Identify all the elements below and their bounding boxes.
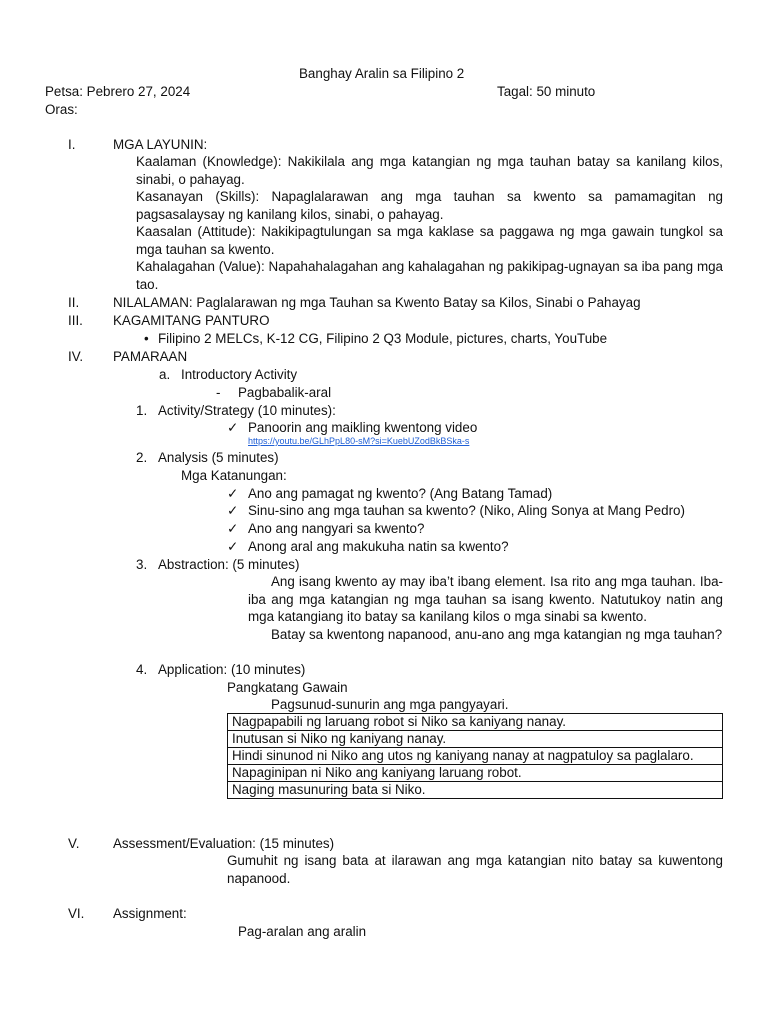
table-cell: Napaginipan ni Niko ang kaniyang laruang robot. xyxy=(228,765,723,782)
section-number-iii: III. xyxy=(68,313,83,328)
section-number-ii: II. xyxy=(68,295,80,310)
table-cell: Inutusan si Niko ng kaniyang nanay. xyxy=(228,731,723,748)
section-number-v: V. xyxy=(68,836,80,851)
section-title-assessment: Assessment/Evaluation: (15 minutes) xyxy=(113,836,335,851)
intro-dash: - xyxy=(216,385,221,400)
table-row xyxy=(228,731,723,748)
question-item: Ano ang pamagat ng kwento? (Ang Batang Tamad) xyxy=(248,486,553,501)
section-title-procedure: PAMARAAN xyxy=(113,349,188,364)
checkmark-icon: ✓ xyxy=(227,539,239,554)
time-label: Oras: xyxy=(45,102,78,117)
date-label: Petsa: Pebrero 27, 2024 xyxy=(45,84,191,99)
step-2-number: 2. xyxy=(136,450,148,465)
events-table xyxy=(227,713,723,799)
materials-list: Filipino 2 MELCs, K-12 CG, Filipino 2 Q3 Module, pictures, charts, YouTube xyxy=(158,331,608,346)
question-item: Anong aral ang makukuha natin sa kwento? xyxy=(248,539,509,554)
checkmark-icon: ✓ xyxy=(227,503,239,518)
step-3-title: Abstraction: (5 minutes) xyxy=(158,557,300,572)
review-label: Pagbabalik-aral xyxy=(238,385,332,400)
duration-label: Tagal: 50 minuto xyxy=(497,84,596,99)
step-1-number: 1. xyxy=(136,403,148,418)
objective-value: Kahalagahan (Value): Napahahalagahan ang kahalagahan ng pakikipag-ugnayan sa iba pang mga tao. xyxy=(136,259,723,292)
objective-skills: Kasanayan (Skills): Napaglalarawan ang mga tauhan sa kwento sa pamamagitan ng pagsasalaysay ng kanilang kilos, sinabi, o pahayag. xyxy=(136,189,723,222)
table-cell: Nagpapabili ng laruang robot si Niko sa kaniyang nanay. xyxy=(228,714,723,731)
step-1-item: Panoorin ang maikling kwentong video xyxy=(248,420,478,435)
document-title: Banghay Aralin sa Filipino 2 xyxy=(299,66,465,81)
group-activity-label: Pangkatang Gawain xyxy=(227,680,348,695)
table-row xyxy=(228,782,723,799)
abstraction-paragraph: Ang isang kwento ay may iba’t ibang element. Isa rito ang mga tauhan. Iba-iba ang mga katangian ng mga tauhan sa isang kwento. Natutukoy natin ang mga katangiang ito batay sa kanilang kilos o mga sinabi sa kwento. xyxy=(248,574,723,625)
table-row xyxy=(228,748,723,765)
question-item: Sinu-sino ang mga tauhan sa kwento? (Niko, Aling Sonya at Mang Pedro) xyxy=(248,503,685,518)
abstraction-question: Batay sa kwentong napanood, anu-ano ang mga katangian ng mga tauhan? xyxy=(271,627,723,642)
section-number-vi: VI. xyxy=(68,906,85,921)
section-title-objectives: MGA LAYUNIN: xyxy=(113,137,208,152)
sequence-instruction: Pagsunud-sunurin ang mga pangyayari. xyxy=(271,697,509,712)
table-row xyxy=(228,765,723,782)
table-cell: Naging masunuring bata si Niko. xyxy=(228,782,723,799)
step-1-title: Activity/Strategy (10 minutes): xyxy=(158,403,336,418)
assignment-text: Pag-aralan ang aralin xyxy=(238,924,367,939)
assessment-text: Gumuhit ng isang bata at ilarawan ang mga katangian nito batay sa kuwentong napanood. xyxy=(227,853,723,886)
table-row xyxy=(228,714,723,731)
bullet-icon: • xyxy=(144,331,149,346)
intro-letter: a. xyxy=(159,367,171,382)
objective-attitude: Kaasalan (Attitude): Nakikipagtulungan sa mga kaklase sa paggawa ng mga gawain tungkol sa mga tauhan sa kwento. xyxy=(136,224,723,257)
section-title-materials: KAGAMITANG PANTURO xyxy=(113,313,270,328)
intro-activity: Introductory Activity xyxy=(181,367,298,382)
questions-label: Mga Katanungan: xyxy=(181,468,287,483)
section-title-assignment: Assignment: xyxy=(113,906,187,921)
table-cell: Hindi sinunod ni Niko ang utos ng kaniyang nanay at nagpatuloy sa paglalaro. xyxy=(228,748,723,765)
checkmark-icon: ✓ xyxy=(227,486,239,501)
objective-knowledge: Kaalaman (Knowledge): Nakikilala ang mga katangian ng mga tauhan batay sa kanilang kilos, sinabi, o pahayag. xyxy=(136,154,723,187)
section-title-content: NILALAMAN: Paglalarawan ng mga Tauhan sa Kwento Batay sa Kilos, Sinabi o Pahayag xyxy=(113,295,641,310)
step-2-title: Analysis (5 minutes) xyxy=(158,450,279,465)
checkmark-icon: ✓ xyxy=(227,521,239,536)
video-link[interactable]: https://youtu.be/GLhPpL80-sM?si=KuebUZodBkBSka-s xyxy=(248,436,470,446)
step-3-number: 3. xyxy=(136,557,148,572)
step-4-number: 4. xyxy=(136,662,148,677)
step-4-title: Application: (10 minutes) xyxy=(158,662,306,677)
section-number-i: I. xyxy=(68,137,76,152)
section-number-iv: IV. xyxy=(68,349,84,364)
checkmark-icon: ✓ xyxy=(227,420,239,435)
question-item: Ano ang nangyari sa kwento? xyxy=(248,521,425,536)
